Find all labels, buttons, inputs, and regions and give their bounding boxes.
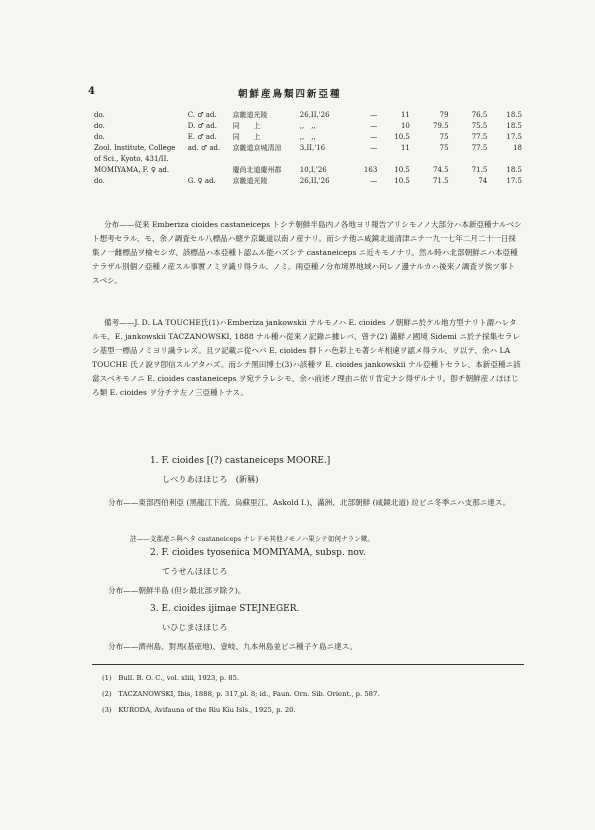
specimen-cell: 10 (400, 122, 410, 130)
specimen-cell: — (370, 133, 378, 141)
specimen-cell: 163 (363, 166, 378, 174)
specimen-cell: 同 上 (232, 122, 261, 130)
specimen-cell: 75.5 (471, 122, 488, 130)
specimen-cell: 18.5 (506, 166, 522, 174)
specimen-cell: 71.5 (433, 177, 449, 185)
specimen-cell: ,, ,, (299, 122, 316, 130)
specimen-cell: — (370, 144, 378, 152)
specimen-cell: Zool. Institute, College of Sci., Kyoto, 431/II. (94, 144, 176, 163)
specimen-cell: do. (94, 133, 105, 141)
page-header (88, 86, 528, 100)
specimen-cell: MOMIYAMA, F. ♀ ad. (94, 166, 170, 174)
specimen-cell: G. ♀ ad. (187, 177, 216, 185)
page-number: 4 (88, 86, 95, 97)
specimen-cell: 17.5 (506, 177, 522, 185)
taxon-1-heading: 1. F. cioides [(?) castaneiceps MOORE.] (150, 456, 331, 466)
specimen-row (92, 143, 524, 165)
specimen-cell: 18.5 (506, 111, 522, 119)
specimen-cell: — (370, 122, 378, 130)
specimen-cell: 11 (400, 144, 410, 152)
specimen-cell: D. ♂ ad. (187, 122, 217, 130)
specimen-cell: 10.5 (394, 133, 410, 141)
specimen-cell: 京畿道光陵 (232, 111, 268, 119)
specimen-cell: 26,II,'26 (299, 177, 330, 185)
taxon-1-japanese: しべりあほほじろ (新稱) (162, 474, 259, 484)
running-title: 朝鮮産鳥類四新亞種 (238, 89, 342, 100)
footnote-2: (2) TACZANOWSKI, Ibis, 1888, p. 317,pl. 8; id., Faun. Orn. Sib. Orient., p. 587. (102, 690, 380, 698)
taxon-3-japanese: いひじまほほじろ (162, 622, 228, 632)
specimen-cell: 74.5 (433, 166, 449, 174)
footnote-3: (3) KURODA, Avifauna of the Riu Kiu Isls., 1925, p. 20. (102, 706, 296, 714)
specimen-cell: 17.5 (506, 133, 522, 141)
specimen-cell: do. (94, 177, 105, 185)
taxon-1-distribution: 分布——東部西伯利亞 (黑龍江下流、烏蘇里江、Askold I.)、滿洲、北部朝鮮 (咸鏡北道) 竝ビニ冬季ニハ支那ニ達ス。 (108, 498, 511, 507)
specimen-row (92, 121, 524, 132)
specimen-cell (186, 165, 231, 176)
specimen-row (92, 165, 524, 176)
specimen-cell: 74 (478, 177, 488, 185)
specimen-cell: 18 (513, 144, 522, 152)
specimen-cell: — (370, 111, 378, 119)
specimen-cell: 76.5 (471, 111, 488, 119)
specimen-cell: 同 上 (232, 133, 261, 141)
specimen-cell: 77.5 (471, 144, 488, 152)
specimen-cell: — (370, 177, 378, 185)
taxon-2-japanese: てうせんほほじろ (162, 566, 228, 576)
specimen-cell: 10,I,'26 (299, 166, 327, 174)
specimen-cell: 26,II,'26 (299, 111, 330, 119)
specimen-cell: C. ♂ ad. (187, 111, 217, 119)
specimen-row (92, 110, 524, 121)
specimen-cell: do. (94, 122, 105, 130)
specimen-cell: 79 (439, 111, 449, 119)
specimen-cell: ,, ,, (299, 133, 316, 141)
specimen-row (92, 176, 524, 187)
specimen-cell: 10.5 (394, 177, 410, 185)
footnote-rule (92, 664, 524, 665)
specimen-cell: 3,II,'16 (299, 144, 326, 152)
distribution-paragraph: 分布——従來 Emberiza cioides castaneiceps トシテ朝鮮半島内ノ各地ヨリ報告アリシモノノ大部分ハ本新亞種ナルベシト想考セラル、モ、余ノ調査セル八標品ハ總テ京畿道以南ノ産ナリ。而シテ他ニ咸鏡北道清津ニテ一九一七年二月二十一日採集ノ一雌標品ヲ檢セシガ、該標品ハ本亞種ト認ムル能ハズシテ castaneiceps ニ近キモノナリ。然ル時ハ北部朝鮮ニハ本亞種ナラザル別個ノ亞種ノ産スル事實ノミヲ識リ得ラル、ノミ。兩亞種ノ分布境界地域ハ何レノ邊ナルカハ後來ノ調査ヲ俟ツ事トスベシ。 (92, 220, 522, 285)
taxon-2-distribution: 分布——朝鮮半島 (但シ最北部ヲ除ク)。 (108, 586, 246, 595)
specimen-row (92, 132, 524, 143)
footnote-1: (1) Bull. B. O. C., vol. xliii, 1923, p. 85. (102, 674, 240, 682)
specimen-cell: ad. ♂ ad. (187, 144, 221, 152)
remarks-paragraph: 備考——J. D. LA TOUCHE氏(1)ハEmberiza jankowskii ナルモノハ E. cioides ノ朝鮮ニ於ケル地方型ナリト謂ハレタルモ、E. jankowskii TACZANOWSKI, 1888 ナル種ハ從來ノ記錄ニ據レバ、曾テ(2) 滿鮮ノ國境 Sidemi ニ於テ採集セラレシ基型一標品ノミヨリ識ラレズ。且ツ記載ニ從ヘバ E. cioides 群トハ色彩上モ著シキ相違ヲ認メ得ラル、ヲ以テ、余ハ LA TOUCHE 氏ノ說ヲ卽信スルアタハズ。而シテ黑田博士(3)ハ該種ヲ E. cioides jankowskii ナル亞種トセラレ、本新亞種ニ該當スベキモノニ E. cioides castaneiceps ヲ宛テラレシモ、余ハ前述ノ理由ニ依リ肯定ナシ得ザルナリ。卽チ朝鮮産ノほほじろ類 E. cioides ヲ分チテ左ノ三亞種トナス。 (92, 318, 521, 397)
specimen-cell: 11 (400, 111, 410, 119)
specimen-cell: 18.5 (506, 122, 522, 130)
specimen-cell: 77.5 (471, 133, 488, 141)
taxon-2-heading: 2. F. cioides tyosenica MOMIYAMA, subsp. nov. (150, 548, 366, 558)
specimen-cell: 75 (439, 144, 449, 152)
taxon-3-distribution: 分布——濟州島、對馬(基産地)、壹岐、九本州島並ビニ種子ケ島ニ達ス。 (108, 642, 358, 651)
specimen-cell: 79.5 (433, 122, 449, 130)
specimen-cell: 71.5 (471, 166, 488, 174)
specimen-cell: do. (94, 111, 105, 119)
specimen-table (92, 110, 524, 187)
specimen-cell: 10.5 (394, 166, 410, 174)
specimen-cell: 京畿道京城清涼 (232, 144, 282, 152)
taxon-1-note: 註——支那産ニ與ヘタ castaneiceps ナレドモ其他ノモノハ果シテ如何ナラン歟。 (130, 535, 375, 543)
specimen-cell: 京畿道光陵 (232, 177, 268, 185)
specimen-cell: 75 (439, 133, 449, 141)
specimen-cell: E. ♂ ad. (187, 133, 217, 141)
specimen-cell: 慶尚北道慶州郡 (232, 166, 282, 174)
taxon-3-heading: 3. E. cioides ijimae STEJNEGER. (150, 604, 300, 614)
